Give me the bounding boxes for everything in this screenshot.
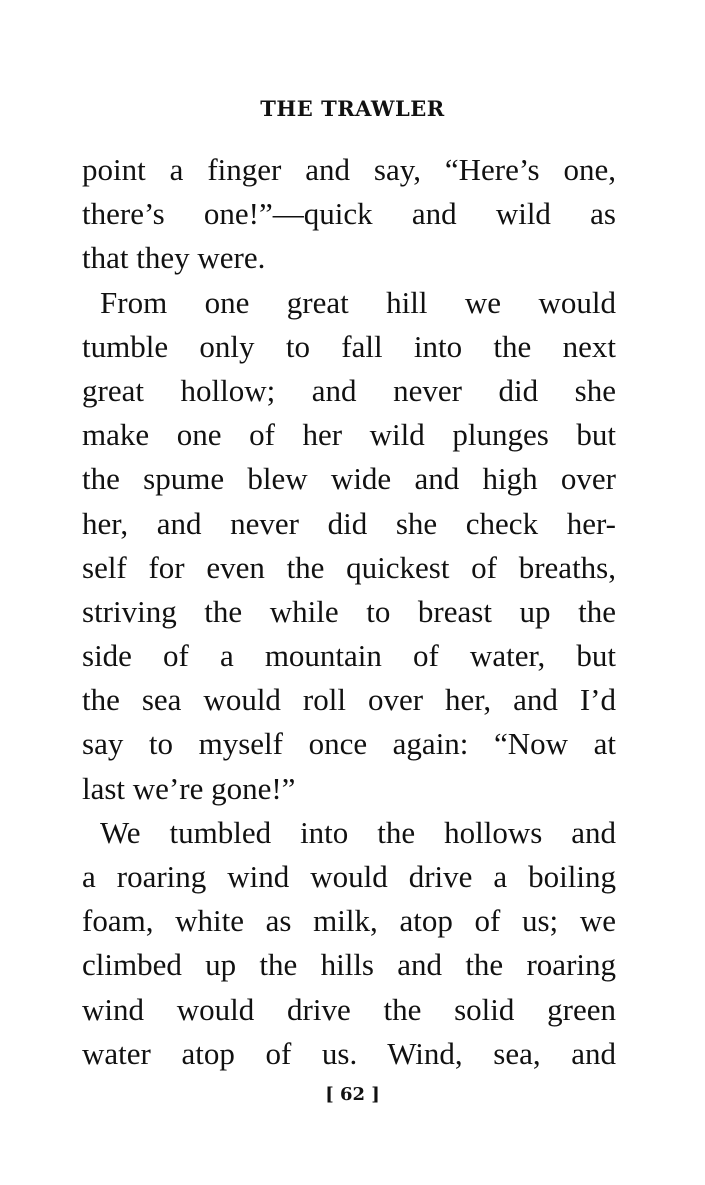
text-line: water atop of us. Wind, sea, and <box>82 1035 616 1071</box>
text-line: foam, white as milk, atop of us; we <box>82 903 616 939</box>
text-line: great hollow; and never did she <box>82 372 616 408</box>
text-line: point a finger and say, “Here’s one, <box>82 152 616 187</box>
text-line: there’s one!”—quick and wild as <box>82 196 616 232</box>
body-text <box>82 148 616 1076</box>
text-line: the sea would roll over her, and I’d <box>82 682 616 718</box>
text-line: wind would drive the solid green <box>82 991 616 1027</box>
text-line: that they were. <box>82 240 266 276</box>
text-line: side of a mountain of water, but <box>82 638 616 674</box>
paragraph-first-line: We tumbled into the hollows and <box>100 814 616 850</box>
text-line: self for even the quickest of breaths, <box>82 549 616 585</box>
text-line: say to myself once again: “Now at <box>82 726 616 762</box>
page-number: [ 62 ] <box>325 1084 380 1105</box>
text-line: make one of her wild plunges but <box>82 417 616 453</box>
text-line: tumble only to fall into the next <box>82 328 616 364</box>
text-line: her, and never did she check her- <box>82 505 616 541</box>
text-line: last we’re gone!” <box>82 770 296 806</box>
text-line: climbed up the hills and the roaring <box>82 947 616 983</box>
text-line: striving the while to breast up the <box>82 593 616 629</box>
paragraph-first-line: From one great hill we would <box>100 284 616 320</box>
running-head: THE TRAWLER <box>260 96 445 121</box>
text-line: the spume blew wide and high over <box>82 461 616 497</box>
text-line: a roaring wind would drive a boiling <box>82 859 616 894</box>
